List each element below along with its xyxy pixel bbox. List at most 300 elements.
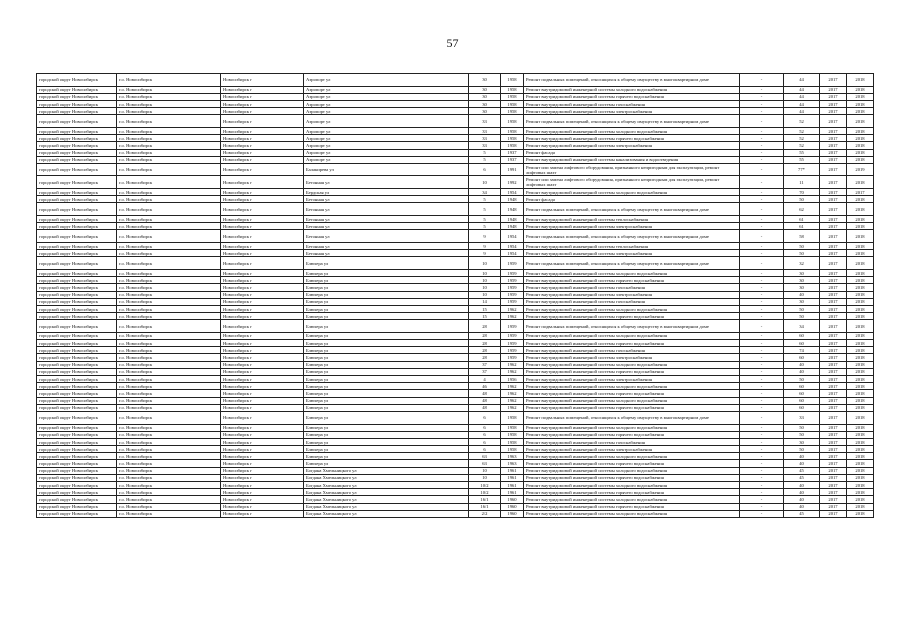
cell-street: Блюхера ул (304, 368, 469, 375)
cell-build-year: 1959 (501, 354, 524, 361)
cell-start-year: 2017 (820, 243, 847, 250)
cell-start-year: 2017 (820, 474, 847, 481)
cell-work-type: Ремонт внутридомовой инженерной системы теплоснабжения (524, 243, 740, 250)
cell-value: 40 (784, 361, 820, 368)
cell-settlement: Новосибирск г (221, 340, 304, 347)
cell-value: 30 (784, 284, 820, 291)
cell-house-number: 5 (469, 203, 501, 216)
cell-house-number: 10 (469, 176, 501, 189)
cell-build-year: 1959 (501, 277, 524, 284)
table-row (37, 196, 874, 203)
table-row (37, 340, 874, 347)
cell-work-type: Ремонт внутридомовой инженерной системы холодного водоснабжения (524, 467, 740, 474)
cell-build-year: 1959 (501, 332, 524, 339)
cell-work-type: Ремонт фасада (524, 149, 740, 156)
cell-end-year: 2018 (847, 503, 874, 510)
cell-municipality: г.о. Новосибирск (117, 510, 221, 517)
cell-settlement: Новосибирск г (221, 361, 304, 368)
cell-build-year: 1958 (501, 93, 524, 100)
cell-municipality: г.о. Новосибирск (117, 108, 221, 115)
cell-settlement: Новосибирск г (221, 332, 304, 339)
cell-settlement: Новосибирск г (221, 291, 304, 298)
cell-dash: - (740, 404, 784, 411)
table-row (37, 93, 874, 100)
table-body (37, 74, 874, 518)
cell-street: Блюхера ул (304, 390, 469, 397)
cell-end-year: 2018 (847, 284, 874, 291)
cell-municipality: г.о. Новосибирск (117, 216, 221, 223)
cell-work-type: Ремонт внутридомовой инженерной системы электроснабжения (524, 376, 740, 383)
cell-start-year: 2017 (820, 115, 847, 128)
table-row (37, 108, 874, 115)
cell-dash: - (740, 411, 784, 424)
cell-street: Блюхера ул (304, 424, 469, 431)
cell-work-type: Ремонт или замена лифтового оборудования, признанного непригодным для эксплуатации, ремонт лифтовых шахт (524, 163, 740, 176)
cell-start-year: 2017 (820, 446, 847, 453)
cell-start-year: 2017 (820, 431, 847, 438)
cell-start-year: 2017 (820, 482, 847, 489)
cell-build-year: 1959 (501, 269, 524, 276)
cell-dash: - (740, 376, 784, 383)
cell-start-year: 2017 (820, 383, 847, 390)
table-row (37, 467, 874, 474)
table-row (37, 223, 874, 230)
cell-municipality: г.о. Новосибирск (117, 223, 221, 230)
cell-district: городской округ Новосибирск (37, 510, 117, 517)
cell-work-type: Ремонт внутридомовой инженерной системы электроснабжения (524, 223, 740, 230)
cell-district: городской округ Новосибирск (37, 203, 117, 216)
cell-work-type: Ремонт внутридомовой инженерной системы горячего водоснабжения (524, 474, 740, 481)
cell-municipality: г.о. Новосибирск (117, 446, 221, 453)
cell-work-type: Ремонт внутридомовой инженерной системы горячего водоснабжения (524, 340, 740, 347)
cell-end-year: 2018 (847, 354, 874, 361)
cell-settlement: Новосибирск г (221, 467, 304, 474)
cell-dash: - (740, 368, 784, 375)
table-row (37, 127, 874, 134)
cell-start-year: 2017 (820, 189, 847, 196)
cell-street: Бетонная ул (304, 223, 469, 230)
cell-start-year: 2017 (820, 424, 847, 431)
cell-street: Аэропорт ул (304, 86, 469, 93)
cell-district: городской округ Новосибирск (37, 216, 117, 223)
cell-end-year: 2018 (847, 489, 874, 496)
table-row (37, 291, 874, 298)
cell-value: 40 (784, 489, 820, 496)
cell-work-type: Ремонт подвальных помещений, относящихся к общему имуществу в многоквартирном доме (524, 74, 740, 87)
cell-end-year: 2018 (847, 142, 874, 149)
cell-settlement: Новосибирск г (221, 163, 304, 176)
cell-settlement: Новосибирск г (221, 460, 304, 467)
cell-municipality: г.о. Новосибирск (117, 142, 221, 149)
cell-value: 50 (784, 196, 820, 203)
cell-value: 60 (784, 354, 820, 361)
table-row (37, 86, 874, 93)
cell-end-year: 2018 (847, 230, 874, 243)
table-row (37, 503, 874, 510)
cell-start-year: 2017 (820, 230, 847, 243)
cell-municipality: г.о. Новосибирск (117, 250, 221, 257)
cell-street: Блюхера ул (304, 404, 469, 411)
cell-district: городской округ Новосибирск (37, 277, 117, 284)
cell-house-number: 15 (469, 305, 501, 312)
cell-dash: - (740, 453, 784, 460)
cell-end-year: 2018 (847, 108, 874, 115)
cell-end-year: 2017 (847, 189, 874, 196)
cell-work-type: Ремонт внутридомовой инженерной системы холодного водоснабжения (524, 269, 740, 276)
cell-start-year: 2017 (820, 438, 847, 445)
cell-value: 50 (784, 446, 820, 453)
cell-district: городской округ Новосибирск (37, 446, 117, 453)
cell-street: Блюхера ул (304, 397, 469, 404)
cell-district: городской округ Новосибирск (37, 368, 117, 375)
cell-start-year: 2017 (820, 277, 847, 284)
cell-build-year: 1963 (501, 460, 524, 467)
cell-municipality: г.о. Новосибирск (117, 149, 221, 156)
cell-end-year: 2018 (847, 368, 874, 375)
cell-value: 52 (784, 127, 820, 134)
cell-value: 30 (784, 277, 820, 284)
cell-dash: - (740, 347, 784, 354)
cell-start-year: 2017 (820, 149, 847, 156)
cell-start-year: 2017 (820, 503, 847, 510)
cell-build-year: 1962 (501, 404, 524, 411)
cell-start-year: 2017 (820, 93, 847, 100)
cell-settlement: Новосибирск г (221, 74, 304, 87)
cell-build-year: 1960 (501, 510, 524, 517)
cell-end-year: 2018 (847, 446, 874, 453)
cell-value: 30 (784, 438, 820, 445)
cell-work-type: Ремонт внутридомовой инженерной системы газоснабжения (524, 438, 740, 445)
cell-build-year: 1958 (501, 86, 524, 93)
cell-house-number: 9 (469, 243, 501, 250)
cell-dash: - (740, 86, 784, 93)
cell-street: Бетонная ул (304, 243, 469, 250)
cell-settlement: Новосибирск г (221, 108, 304, 115)
table-row (37, 250, 874, 257)
table-row (37, 411, 874, 424)
cell-district: городской округ Новосибирск (37, 411, 117, 424)
cell-end-year: 2018 (847, 340, 874, 347)
cell-build-year: 1958 (501, 431, 524, 438)
cell-district: городской округ Новосибирск (37, 503, 117, 510)
cell-street: Бетонная ул (304, 216, 469, 223)
table-row (37, 431, 874, 438)
cell-municipality: г.о. Новосибирск (117, 320, 221, 333)
cell-municipality: г.о. Новосибирск (117, 277, 221, 284)
cell-district: городской округ Новосибирск (37, 313, 117, 320)
cell-value: 60 (784, 340, 820, 347)
cell-municipality: г.о. Новосибирск (117, 467, 221, 474)
cell-work-type: Ремонт внутридомовой инженерной системы газоснабжения (524, 347, 740, 354)
cell-street: Блюхера ул (304, 340, 469, 347)
cell-work-type: Ремонт внутридомовой инженерной системы электроснабжения (524, 291, 740, 298)
cell-street: Блюхера ул (304, 298, 469, 305)
cell-settlement: Новосибирск г (221, 368, 304, 375)
cell-start-year: 2017 (820, 284, 847, 291)
cell-start-year: 2017 (820, 250, 847, 257)
cell-start-year: 2017 (820, 291, 847, 298)
cell-work-type: Ремонт внутридомовой инженерной системы холодного водоснабжения (524, 424, 740, 431)
cell-value: 40 (784, 482, 820, 489)
cell-settlement: Новосибирск г (221, 453, 304, 460)
cell-municipality: г.о. Новосибирск (117, 361, 221, 368)
cell-street: Богдана Хмельницкого ул (304, 474, 469, 481)
cell-dash: - (740, 397, 784, 404)
cell-house-number: 10 (469, 284, 501, 291)
cell-work-type: Ремонт внутридомовой инженерной системы канализования и водоотведения (524, 156, 740, 163)
cell-house-number: 63 (469, 453, 501, 460)
cell-municipality: г.о. Новосибирск (117, 135, 221, 142)
cell-build-year: 1962 (501, 305, 524, 312)
cell-work-type: Ремонт подвальных помещений, относящихся к общему имуществу в многоквартирном доме (524, 257, 740, 270)
cell-work-type: Ремонт внутридомовой инженерной системы холодного водоснабжения (524, 496, 740, 503)
cell-district: городской округ Новосибирск (37, 453, 117, 460)
cell-value: 74 (784, 347, 820, 354)
cell-dash: - (740, 257, 784, 270)
cell-house-number: 5 (469, 223, 501, 230)
cell-house-number: 28 (469, 320, 501, 333)
table-row (37, 74, 874, 87)
cell-end-year: 2018 (847, 196, 874, 203)
cell-district: городской округ Новосибирск (37, 424, 117, 431)
cell-end-year: 2018 (847, 243, 874, 250)
cell-build-year: 1962 (501, 313, 524, 320)
cell-dash: - (740, 100, 784, 107)
cell-municipality: г.о. Новосибирск (117, 431, 221, 438)
cell-start-year: 2017 (820, 216, 847, 223)
cell-district: городской округ Новосибирск (37, 243, 117, 250)
cell-municipality: г.о. Новосибирск (117, 203, 221, 216)
cell-work-type: Ремонт внутридомовой инженерной системы горячего водоснабжения (524, 368, 740, 375)
cell-municipality: г.о. Новосибирск (117, 354, 221, 361)
cell-settlement: Новосибирск г (221, 284, 304, 291)
cell-municipality: г.о. Новосибирск (117, 482, 221, 489)
cell-street: Блюхера ул (304, 460, 469, 467)
cell-dash: - (740, 230, 784, 243)
cell-district: городской округ Новосибирск (37, 93, 117, 100)
cell-street: Блюхера ул (304, 305, 469, 312)
table-row (37, 332, 874, 339)
cell-municipality: г.о. Новосибирск (117, 176, 221, 189)
cell-build-year: 1958 (501, 115, 524, 128)
cell-street: Богдана Хмельницкого ул (304, 467, 469, 474)
cell-street: Богдана Хмельницкого ул (304, 482, 469, 489)
cell-start-year: 2017 (820, 332, 847, 339)
cell-settlement: Новосибирск г (221, 86, 304, 93)
cell-district: городской округ Новосибирск (37, 376, 117, 383)
cell-dash: - (740, 223, 784, 230)
cell-end-year: 2018 (847, 127, 874, 134)
cell-work-type: Ремонт или замена лифтового оборудования, признанного непригодным для эксплуатации, ремонт лифтовых шахт (524, 176, 740, 189)
cell-value: 60 (784, 390, 820, 397)
cell-end-year: 2018 (847, 424, 874, 431)
cell-municipality: г.о. Новосибирск (117, 257, 221, 270)
cell-value: 40 (784, 460, 820, 467)
cell-municipality: г.о. Новосибирск (117, 305, 221, 312)
cell-value: 55 (784, 149, 820, 156)
cell-house-number: 63 (469, 460, 501, 467)
cell-municipality: г.о. Новосибирск (117, 243, 221, 250)
table-row (37, 230, 874, 243)
cell-build-year: 1958 (501, 108, 524, 115)
cell-house-number: 10 (469, 257, 501, 270)
table-row (37, 305, 874, 312)
cell-dash: - (740, 313, 784, 320)
cell-street: Аэропорт ул (304, 115, 469, 128)
cell-end-year: 2018 (847, 397, 874, 404)
cell-value: 45 (784, 474, 820, 481)
cell-value: 55 (784, 156, 820, 163)
cell-settlement: Новосибирск г (221, 424, 304, 431)
cell-value: 60 (784, 397, 820, 404)
cell-build-year: 1962 (501, 368, 524, 375)
cell-dash: - (740, 489, 784, 496)
cell-district: городской округ Новосибирск (37, 223, 117, 230)
cell-dash: - (740, 243, 784, 250)
cell-work-type: Ремонт внутридомовой инженерной системы холодного водоснабжения (524, 332, 740, 339)
cell-street: Блюхера ул (304, 291, 469, 298)
cell-house-number: 30 (469, 86, 501, 93)
cell-build-year: 1954 (501, 243, 524, 250)
cell-street: Аэропорт ул (304, 127, 469, 134)
cell-build-year: 1948 (501, 196, 524, 203)
cell-municipality: г.о. Новосибирск (117, 93, 221, 100)
cell-work-type: Ремонт внутридомовой инженерной системы электроснабжения (524, 250, 740, 257)
cell-end-year: 2018 (847, 510, 874, 517)
cell-house-number: 6 (469, 424, 501, 431)
cell-street: Бетонная ул (304, 203, 469, 216)
cell-dash: - (740, 510, 784, 517)
cell-end-year: 2018 (847, 291, 874, 298)
cell-dash: - (740, 460, 784, 467)
cell-settlement: Новосибирск г (221, 196, 304, 203)
cell-end-year: 2018 (847, 74, 874, 87)
cell-settlement: Новосибирск г (221, 446, 304, 453)
cell-house-number: 2/2 (469, 510, 501, 517)
cell-settlement: Новосибирск г (221, 404, 304, 411)
table-row (37, 347, 874, 354)
cell-build-year: 1961 (501, 474, 524, 481)
cell-work-type: Ремонт внутридомовой инженерной системы газоснабжения (524, 298, 740, 305)
cell-build-year: 1959 (501, 340, 524, 347)
cell-district: городской округ Новосибирск (37, 340, 117, 347)
table-row (37, 216, 874, 223)
table-row (37, 453, 874, 460)
table-row (37, 354, 874, 361)
cell-value: 50 (784, 243, 820, 250)
cell-settlement: Новосибирск г (221, 93, 304, 100)
cell-start-year: 2017 (820, 203, 847, 216)
cell-dash: - (740, 291, 784, 298)
cell-street: Богдана Хмельницкого ул (304, 503, 469, 510)
cell-value: 30 (784, 298, 820, 305)
cell-build-year: 1948 (501, 216, 524, 223)
cell-house-number: 10 (469, 269, 501, 276)
table-row (37, 320, 874, 333)
cell-district: городской округ Новосибирск (37, 284, 117, 291)
cell-start-year: 2017 (820, 196, 847, 203)
cell-build-year: 1961 (501, 489, 524, 496)
cell-start-year: 2017 (820, 411, 847, 424)
cell-value: 60 (784, 383, 820, 390)
cell-street: Блюхера ул (304, 383, 469, 390)
cell-work-type: Ремонт внутридомовой инженерной системы горячего водоснабжения (524, 460, 740, 467)
cell-settlement: Новосибирск г (221, 503, 304, 510)
cell-house-number: 9 (469, 250, 501, 257)
cell-start-year: 2017 (820, 404, 847, 411)
cell-street: Аэропорт ул (304, 149, 469, 156)
cell-start-year: 2017 (820, 156, 847, 163)
cell-build-year: 1962 (501, 361, 524, 368)
cell-start-year: 2017 (820, 340, 847, 347)
cell-street: Блюхера ул (304, 347, 469, 354)
cell-settlement: Новосибирск г (221, 176, 304, 189)
cell-start-year: 2017 (820, 376, 847, 383)
cell-end-year: 2018 (847, 474, 874, 481)
cell-street: Блюхера ул (304, 411, 469, 424)
cell-dash: - (740, 503, 784, 510)
cell-street: Блюхера ул (304, 257, 469, 270)
cell-build-year: 1958 (501, 142, 524, 149)
cell-settlement: Новосибирск г (221, 156, 304, 163)
cell-start-year: 2017 (820, 320, 847, 333)
cell-house-number: 33 (469, 127, 501, 134)
table-row (37, 438, 874, 445)
cell-house-number: 30 (469, 108, 501, 115)
cell-build-year: 1960 (501, 503, 524, 510)
cell-district: городской округ Новосибирск (37, 438, 117, 445)
cell-street: Блюхера ул (304, 332, 469, 339)
cell-work-type: Ремонт внутридомовой инженерной системы холодного водоснабжения (524, 397, 740, 404)
cell-district: городской округ Новосибирск (37, 86, 117, 93)
cell-build-year: 1959 (501, 284, 524, 291)
cell-value: 45 (784, 510, 820, 517)
cell-build-year: 1954 (501, 250, 524, 257)
cell-street: Аэропорт ул (304, 135, 469, 142)
cell-end-year: 2018 (847, 332, 874, 339)
cell-house-number: 28 (469, 340, 501, 347)
table-row (37, 156, 874, 163)
cell-dash: - (740, 156, 784, 163)
cell-settlement: Новосибирск г (221, 474, 304, 481)
cell-start-year: 2017 (820, 223, 847, 230)
cell-end-year: 2018 (847, 313, 874, 320)
cell-work-type: Ремонт внутридомовой инженерной системы холодного водоснабжения (524, 361, 740, 368)
cell-settlement: Новосибирск г (221, 142, 304, 149)
cell-municipality: г.о. Новосибирск (117, 86, 221, 93)
cell-house-number: 15 (469, 313, 501, 320)
cell-municipality: г.о. Новосибирск (117, 100, 221, 107)
cell-house-number: 48 (469, 390, 501, 397)
cell-settlement: Новосибирск г (221, 482, 304, 489)
cell-dash: - (740, 203, 784, 216)
cell-value: 52 (784, 142, 820, 149)
cell-value: 50 (784, 424, 820, 431)
cell-work-type: Ремонт внутридомовой инженерной системы теплоснабжения (524, 216, 740, 223)
cell-municipality: г.о. Новосибирск (117, 460, 221, 467)
cell-dash: - (740, 361, 784, 368)
cell-start-year: 2017 (820, 135, 847, 142)
cell-house-number: 33 (469, 142, 501, 149)
cell-settlement: Новосибирск г (221, 298, 304, 305)
cell-municipality: г.о. Новосибирск (117, 313, 221, 320)
cell-house-number: 46 (469, 383, 501, 390)
cell-dash: - (740, 216, 784, 223)
cell-dash: - (740, 383, 784, 390)
cell-house-number: 6 (469, 438, 501, 445)
cell-value: 32 (784, 257, 820, 270)
cell-start-year: 2017 (820, 489, 847, 496)
